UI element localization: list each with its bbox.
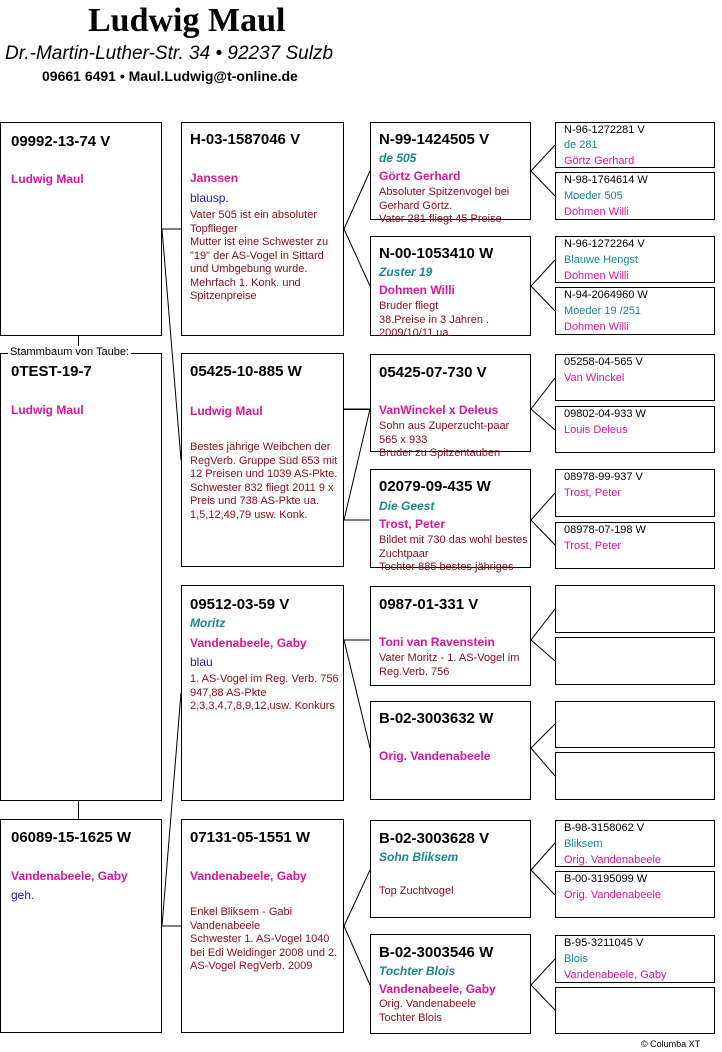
gen3-box-4[interactable] <box>370 469 531 573</box>
gen4-ring: N-94-2064960 W <box>564 289 648 301</box>
gen4-box-7[interactable] <box>555 469 715 517</box>
gen3-owner: Orig. Vandenabeele <box>379 749 491 763</box>
gen3-pigeon-name: Tochter Blois <box>379 964 456 978</box>
gen4-box-4[interactable] <box>555 287 715 335</box>
gen4-owner: Van Winckel <box>564 372 625 384</box>
gen3-pigeon-name: Zuster 19 <box>379 265 433 279</box>
sire-dam-owner: Ludwig Maul <box>190 404 263 418</box>
gen3-box-6[interactable] <box>370 701 531 800</box>
header-contact: 09661 6491 • Maul.Ludwig@t-online.de <box>42 68 298 84</box>
gen4-ring: B-98-3158062 V <box>564 822 645 834</box>
gen4-ring: B-00-3195099 W <box>564 873 648 885</box>
sire-sire-box[interactable] <box>181 122 344 336</box>
dam-dam-info: Enkel Bliksem - Gabi Vandenabeele Schwester 1. AS-Vogel 1040 bei Edi Weidinger 2008 und 2. AS-Vogel RegVerb. 2009 <box>190 906 338 972</box>
subject-owner: Ludwig Maul <box>11 403 84 417</box>
gen3-owner: VanWinckel x Deleus <box>379 403 499 417</box>
sire-dam-info: Bestes jährige Weibchen der RegVerb. Gruppe Süd 653 mit 12 Preisen und 1039 AS-Pkte. Schwester 832 fliegt 2011 9 x Preis und 738 AS-Pkte ua. 1,5,12,49,79 usw. Konk. <box>190 441 338 521</box>
gen3-info: Top Zuchtvogel <box>379 885 454 897</box>
dam-color: geh. <box>11 888 35 902</box>
gen3-ring: N-00-1053410 W <box>379 245 494 262</box>
dam-dam-owner: Vandenabeele, Gaby <box>190 869 307 883</box>
gen3-box-1[interactable] <box>370 122 531 225</box>
gen4-pigeon-name: Moeder 19 /251 <box>564 305 642 317</box>
gen4-ring: N-98-1764614 W <box>564 174 648 186</box>
gen4-box-6[interactable] <box>555 406 715 453</box>
gen3-owner: Trost, Peter <box>379 517 446 531</box>
subject-ring: 0TEST-19-7 <box>11 363 92 380</box>
gen3-box-5[interactable] <box>370 586 531 686</box>
dam-dam-box[interactable] <box>181 819 344 1033</box>
gen4-box-3[interactable] <box>555 236 715 283</box>
gen4-owner: Orig. Vandenabeele <box>564 854 662 866</box>
sire-dam-box[interactable] <box>181 353 344 567</box>
gen3-ring: B-02-3003632 W <box>379 710 494 727</box>
gen3-info: Vater Moritz - 1. AS-Vogel im Reg.Verb. 756 <box>379 652 520 678</box>
gen4-box-8[interactable] <box>555 522 715 569</box>
stammbaum-label: Stammbaum von Taube: <box>10 346 130 358</box>
gen4-box-16-empty[interactable] <box>555 987 715 1034</box>
gen4-owner: Dohmen Willi <box>564 206 629 218</box>
gen4-ring: 05258-04-565 V <box>564 356 643 368</box>
gen4-box-11-empty[interactable] <box>555 701 715 748</box>
gen3-info: Bildet mit 730 das wohl bestes Zuchtpaar Tochter 885 bestes jähriges <box>379 534 528 573</box>
gen3-box-2[interactable] <box>370 236 531 339</box>
sire-sire-info: Vater 505 ist ein absoluter Topflieger Mutter ist eine Schwester zu "19" der AS-Vogel in Sittard und Umbgebung wurde. Mehrfach 1. Konk. und Spitzenpreise <box>190 209 329 302</box>
gen4-box-1[interactable] <box>555 122 715 168</box>
gen3-ring: N-99-1424505 V <box>379 131 490 148</box>
gen4-owner: Görtz Gerhard <box>564 155 635 167</box>
subject-box[interactable] <box>0 353 162 801</box>
gen3-info: Orig. Vandenabeele Tochter Blois <box>379 998 477 1024</box>
gen3-box-3[interactable] <box>370 354 531 459</box>
gen4-owner: Trost, Peter <box>564 540 622 552</box>
gen3-owner: Görtz Gerhard <box>379 169 461 183</box>
gen4-pigeon-name: de 281 <box>564 139 598 151</box>
sire-dam-ring: 05425-10-885 W <box>190 363 302 380</box>
gen4-box-12-empty[interactable] <box>555 752 715 800</box>
gen4-box-13[interactable] <box>555 820 715 867</box>
gen4-ring: 08978-99-937 V <box>564 471 643 483</box>
gen4-box-15[interactable] <box>555 935 715 983</box>
gen3-ring: 05425-07-730 V <box>379 364 487 381</box>
gen4-owner: Orig. Vandenabeele <box>564 889 662 901</box>
gen4-owner: Vandenabeele, Gaby <box>564 969 667 981</box>
gen4-box-5[interactable] <box>555 354 715 401</box>
sire-sire-ring: H-03-1587046 V <box>190 131 301 148</box>
gen4-pigeon-name: Blois <box>564 953 588 965</box>
gen3-ring: 02079-09-435 W <box>379 478 491 495</box>
gen3-pigeon-name: Sohn Bliksem <box>379 850 459 864</box>
gen4-ring: 08978-07-198 W <box>564 524 646 536</box>
dam-dam-ring: 07131-05-1551 W <box>190 829 311 846</box>
gen3-pigeon-name: Die Geest <box>379 499 435 513</box>
gen4-ring: N-96-1272281 V <box>564 124 645 136</box>
gen4-box-9-empty[interactable] <box>555 585 715 633</box>
dam-sire-ring: 09512-03-59 V <box>190 596 290 613</box>
gen3-info: Bruder fliegt 38.Preise in 3 Jahren . 2009/10/11 ua. <box>379 300 490 339</box>
gen3-owner: Dohmen Willi <box>379 283 455 297</box>
sire-owner: Ludwig Maul <box>11 172 84 186</box>
sire-sire-owner: Janssen <box>190 171 239 185</box>
gen4-pigeon-name: Blauwe Hengst <box>564 254 638 266</box>
gen4-ring: N-96-1272264 V <box>564 238 645 250</box>
dam-sire-color: blau <box>190 655 213 669</box>
dam-sire-pigeon-name: Moritz <box>190 616 226 630</box>
dam-owner: Vandenabeele, Gaby <box>11 869 128 883</box>
dam-sire-box[interactable] <box>181 585 344 801</box>
gen4-box-10-empty[interactable] <box>555 637 715 685</box>
gen3-ring: B-02-3003628 V <box>379 830 490 847</box>
gen3-box-7[interactable] <box>370 820 531 918</box>
gen4-owner: Trost, Peter <box>564 487 622 499</box>
gen4-owner: Dohmen Willi <box>564 321 629 333</box>
sire-sire-color: blausp. <box>190 191 229 205</box>
footer-copyright: © Columba XT <box>641 1039 701 1049</box>
header-name: Ludwig Maul <box>88 2 286 39</box>
gen4-box-2[interactable] <box>555 172 715 220</box>
gen4-owner: Louis Deleus <box>564 424 628 436</box>
gen3-owner: Vandenabeele, Gaby <box>379 982 496 996</box>
sire-ring: 09992-13-74 V <box>11 133 111 150</box>
gen3-box-8[interactable] <box>370 934 531 1034</box>
gen3-owner: Toni van Ravenstein <box>379 635 495 649</box>
sire-box[interactable] <box>0 122 162 336</box>
gen4-pigeon-name: Bliksem <box>564 838 603 850</box>
gen4-ring: 09802-04-933 W <box>564 408 646 420</box>
gen4-owner: Dohmen Willi <box>564 270 629 282</box>
gen4-pigeon-name: Moeder 505 <box>564 190 623 202</box>
gen3-info: Absoluter Spitzenvogel bei Gerhard Görtz. Vater 281 fliegt 45 Preise <box>379 186 510 225</box>
gen3-pigeon-name: de 505 <box>379 151 417 165</box>
gen3-ring: 0987-01-331 V <box>379 596 479 613</box>
dam-ring: 06089-15-1625 W <box>11 829 132 846</box>
gen4-box-14[interactable] <box>555 871 715 918</box>
gen4-ring: B-95-3211045 V <box>564 937 644 949</box>
header-address: Dr.-Martin-Luther-Str. 34 • 92237 Sulzb <box>5 43 334 64</box>
dam-sire-info: 1. AS-Vogel im Reg. Verb. 756 947,88 AS-Pkte 2,3,3,4,7,8,9,12,usw. Konkurs <box>190 673 339 712</box>
dam-sire-owner: Vandenabeele, Gaby <box>190 636 307 650</box>
gen3-info: Sohn aus Zuperzucht-paar 565 x 933 Bruder zu Spitzentauben <box>379 420 510 459</box>
dam-box[interactable] <box>0 819 162 1033</box>
gen3-ring: B-02-3003546 W <box>379 944 494 961</box>
